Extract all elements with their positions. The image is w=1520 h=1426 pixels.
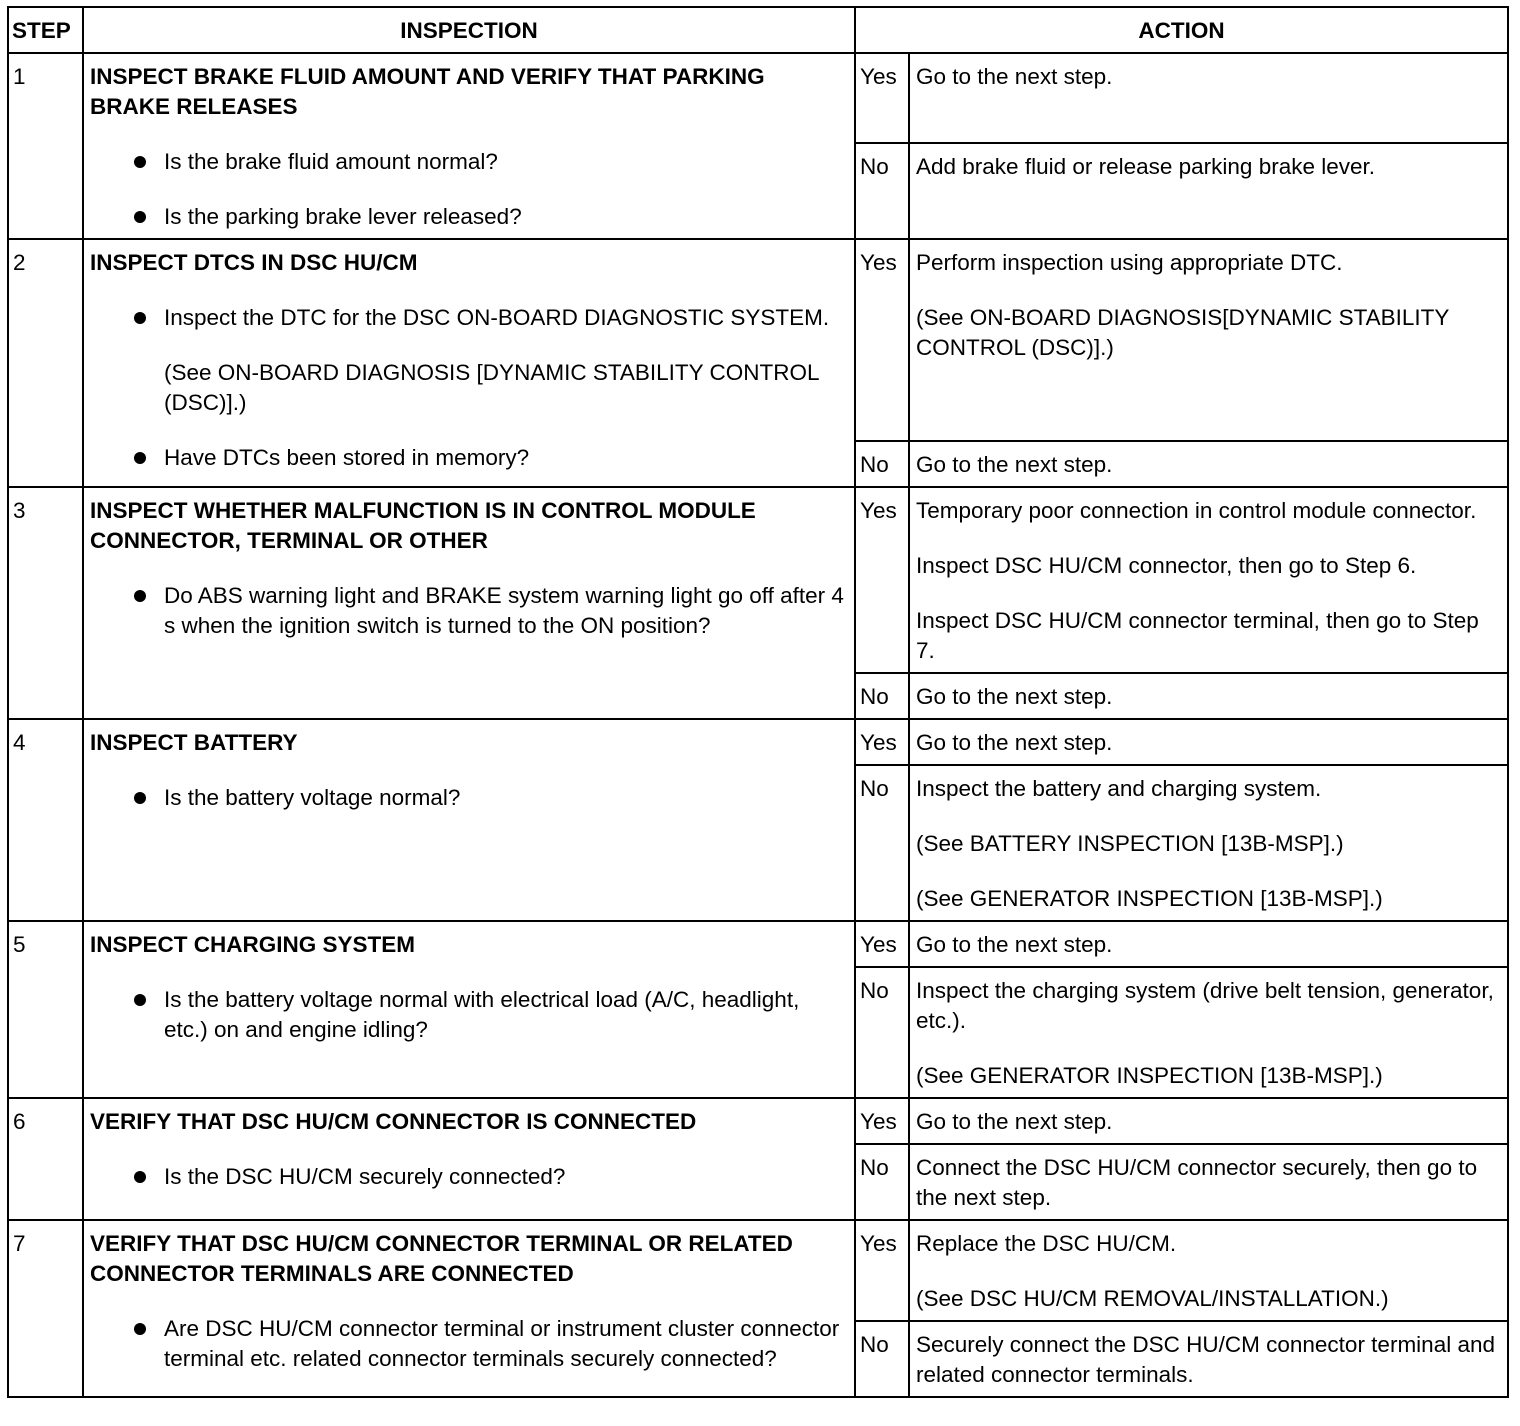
step-row-yes xyxy=(8,1220,1508,1321)
no-label: No xyxy=(855,673,909,719)
step-number: 3 xyxy=(8,487,83,719)
step-row-yes xyxy=(8,53,1508,143)
bullet-icon xyxy=(134,312,146,324)
no-label: No xyxy=(855,143,909,239)
no-action: Inspect the charging system (drive belt tension, generator, etc.). (See GENERATOR INSPECTION [13B-MSP].) xyxy=(909,967,1508,1098)
condition-item: Are DSC HU/CM connector terminal or instrument cluster connector terminal etc. related connector terminals securely connected? xyxy=(90,1314,848,1374)
yes-label: Yes xyxy=(855,53,909,143)
bullet-icon xyxy=(134,1323,146,1335)
step-number: 4 xyxy=(8,719,83,921)
bullet-icon xyxy=(134,1171,146,1183)
yes-label: Yes xyxy=(855,719,909,765)
condition-item: Is the brake fluid amount normal? xyxy=(90,147,848,177)
step-inspection xyxy=(83,1098,855,1220)
step-number: 7 xyxy=(8,1220,83,1397)
bullet-icon xyxy=(134,156,146,168)
step-title: VERIFY THAT DSC HU/CM CONNECTOR IS CONNECTED xyxy=(90,1109,697,1134)
header-row xyxy=(8,7,1508,53)
no-label: No xyxy=(855,765,909,921)
step-title: INSPECT DTCS IN DSC HU/CM xyxy=(90,250,418,275)
condition-item: Do ABS warning light and BRAKE system warning light go off after 4 s when the ignition switch is turned to the ON position? xyxy=(90,581,848,641)
step-inspection xyxy=(83,487,855,719)
condition-item: Have DTCs been stored in memory? xyxy=(90,443,848,473)
step-inspection xyxy=(83,53,855,239)
step-title: VERIFY THAT DSC HU/CM CONNECTOR TERMINAL OR RELATED CONNECTOR TERMINALS ARE CONNECTED xyxy=(90,1231,793,1286)
yes-label: Yes xyxy=(855,487,909,673)
yes-action: Replace the DSC HU/CM. (See DSC HU/CM REMOVAL/INSTALLATION.) xyxy=(909,1220,1508,1321)
step-number: 1 xyxy=(8,53,83,239)
bullet-icon xyxy=(134,452,146,464)
step-title: INSPECT WHETHER MALFUNCTION IS IN CONTROL MODULE CONNECTOR, TERMINAL OR OTHER xyxy=(90,498,756,553)
no-label: No xyxy=(855,1321,909,1397)
step-inspection xyxy=(83,921,855,1098)
bullet-icon xyxy=(134,211,146,223)
step-number: 2 xyxy=(8,239,83,487)
step-row-yes xyxy=(8,921,1508,967)
condition-item: Is the parking brake lever released? xyxy=(90,202,848,232)
step-row-yes xyxy=(8,239,1508,441)
yes-action: Perform inspection using appropriate DTC. (See ON-BOARD DIAGNOSIS[DYNAMIC STABILITY CONTROL (DSC)].) xyxy=(909,239,1508,441)
step-number: 6 xyxy=(8,1098,83,1220)
diagnostic-table xyxy=(7,6,1509,1398)
step-title: INSPECT CHARGING SYSTEM xyxy=(90,932,416,957)
bullet-icon xyxy=(134,994,146,1006)
yes-action: Go to the next step. xyxy=(909,719,1508,765)
condition-item: Is the battery voltage normal? xyxy=(90,783,848,813)
no-action: Go to the next step. xyxy=(909,441,1508,487)
step-inspection xyxy=(83,239,855,487)
bullet-icon xyxy=(134,590,146,602)
yes-label: Yes xyxy=(855,1098,909,1144)
step-inspection xyxy=(83,719,855,921)
yes-label: Yes xyxy=(855,921,909,967)
yes-label: Yes xyxy=(855,239,909,441)
step-row-yes xyxy=(8,1098,1508,1144)
bullet-icon xyxy=(134,792,146,804)
no-label: No xyxy=(855,441,909,487)
header-inspection: INSPECTION xyxy=(83,7,855,53)
step-row-yes xyxy=(8,719,1508,765)
yes-action: Go to the next step. xyxy=(909,1098,1508,1144)
no-action: Go to the next step. xyxy=(909,673,1508,719)
no-action: Securely connect the DSC HU/CM connector terminal and related connector terminals. xyxy=(909,1321,1508,1397)
condition-item: Inspect the DTC for the DSC ON-BOARD DIAGNOSTIC SYSTEM. xyxy=(90,303,848,333)
step-title: INSPECT BRAKE FLUID AMOUNT AND VERIFY THAT PARKING BRAKE RELEASES xyxy=(90,64,765,119)
no-action: Connect the DSC HU/CM connector securely, then go to the next step. xyxy=(909,1144,1508,1220)
no-action: Add brake fluid or release parking brake lever. xyxy=(909,143,1508,239)
yes-label: Yes xyxy=(855,1220,909,1321)
step-title: INSPECT BATTERY xyxy=(90,730,298,755)
step-number: 5 xyxy=(8,921,83,1098)
no-label: No xyxy=(855,1144,909,1220)
no-action: Inspect the battery and charging system. (See BATTERY INSPECTION [13B-MSP].) (See GENERATOR INSPECTION [13B-MSP].) xyxy=(909,765,1508,921)
condition-item: Is the DSC HU/CM securely connected? xyxy=(90,1162,848,1192)
yes-action: Temporary poor connection in control module connector. Inspect DSC HU/CM connector, then go to Step 6. Inspect DSC HU/CM connector terminal, then go to Step 7. xyxy=(909,487,1508,673)
yes-action: Go to the next step. xyxy=(909,921,1508,967)
condition-note: (See ON-BOARD DIAGNOSIS [DYNAMIC STABILITY CONTROL (DSC)].) xyxy=(164,360,819,415)
no-label: No xyxy=(855,967,909,1098)
yes-action: Go to the next step. xyxy=(909,53,1508,143)
step-row-yes xyxy=(8,487,1508,673)
header-action: ACTION xyxy=(855,7,1508,53)
header-step: STEP xyxy=(8,7,83,53)
condition-item: Is the battery voltage normal with electrical load (A/C, headlight, etc.) on and engine idling? xyxy=(90,985,848,1045)
step-inspection xyxy=(83,1220,855,1397)
